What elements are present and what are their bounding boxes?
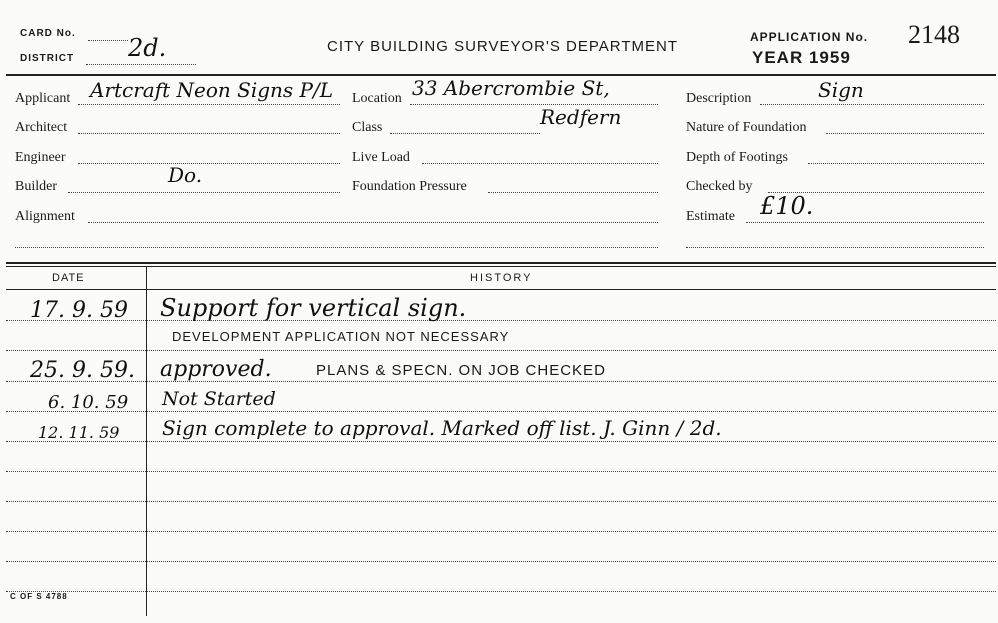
history-date-2: 25. 9. 59. [30,358,135,383]
architect-label: Architect [15,120,68,135]
history-entry-4: Sign complete to approval. Marked off list. J. Ginn / 2d. [162,416,722,440]
nature-label: Nature of Foundation [686,120,807,135]
history-date-1: 17. 9. 59 [30,298,128,323]
depth-label: Depth of Footings [686,150,788,165]
live-load-label: Live Load [352,150,410,165]
builder-label: Builder [15,179,57,194]
application-no-label: APPLICATION No. [750,30,869,44]
alignment-label: Alignment [15,209,75,224]
engineer-line [78,163,340,164]
description-line [760,104,984,105]
applicant-value: Artcraft Neon Signs P/L [90,78,334,102]
district-line [86,64,196,65]
estimate-label: Estimate [686,209,735,224]
form-code: C OF S 4788 [10,592,68,601]
history-top-rule-2 [6,266,996,267]
history-top-rule [6,262,996,264]
date-header: DATE [52,272,85,284]
history-entry-1: Support for vertical sign. [160,294,467,322]
extra-line-right [686,247,984,248]
class-label: Class [352,120,383,135]
architect-line [78,133,340,134]
extra-line [15,247,658,248]
card-no-line [88,40,128,41]
nature-line [826,133,984,134]
builder-line [68,192,340,193]
engineer-label: Engineer [15,150,66,165]
location-value-2: Redfern [540,105,622,129]
card-no-label: CARD No. [20,28,76,39]
foundation-pressure-line [488,192,658,193]
applicant-line [78,104,340,105]
description-value: Sign [818,78,864,102]
history-entry-3: Not Started [162,388,276,410]
history-date-3: 6. 10. 59 [48,392,129,413]
estimate-line [746,222,984,223]
department-title: CITY BUILDING SURVEYOR'S DEPARTMENT [327,38,678,55]
history-header-rule [6,289,996,290]
location-value: 33 Abercrombie St, [412,76,610,100]
depth-line [808,163,984,164]
foundation-pressure-label: Foundation Pressure [352,179,467,194]
live-load-line [422,163,658,164]
estimate-value: £10. [760,192,814,220]
class-line [390,133,540,134]
district-label: DISTRICT [20,53,75,64]
alignment-line [88,222,658,223]
builder-value: Do. [168,163,203,187]
history-entry-2: approved. [160,357,272,382]
history-stamp-2: PLANS & SPECN. ON JOB CHECKED [316,362,606,379]
year-label: YEAR 1959 [752,48,851,67]
history-date-4: 12. 11. 59 [38,423,120,442]
description-label: Description [686,91,752,106]
application-no-value: 2148 [908,20,960,49]
history-stamp-1: DEVELOPMENT APPLICATION NOT NECESSARY [172,329,510,344]
district-value: 2d. [128,34,167,62]
applicant-label: Applicant [15,91,71,106]
history-header: HISTORY [470,272,533,284]
checked-by-label: Checked by [686,179,753,194]
location-label: Location [352,91,402,106]
